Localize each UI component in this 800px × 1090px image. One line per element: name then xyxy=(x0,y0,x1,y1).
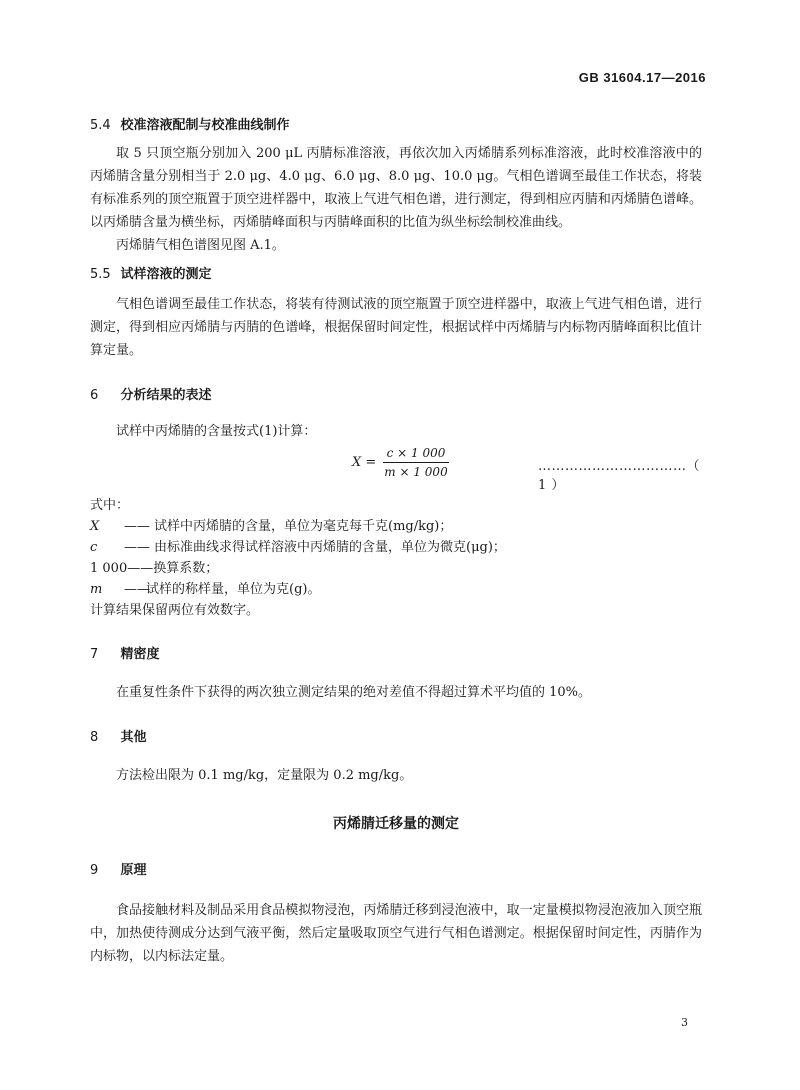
section-7-heading xyxy=(90,645,702,665)
definition-symbol: X xyxy=(90,519,100,534)
section-5-5-heading xyxy=(90,265,702,285)
section-5-4-heading xyxy=(90,116,702,136)
note-text: 计算结果保留两位有效数字。 xyxy=(90,603,260,618)
part-title: 丙烯腈迁移量的测定 xyxy=(333,816,459,832)
definition-symbol: c xyxy=(90,540,98,555)
section-8-heading xyxy=(90,728,702,748)
section-number: 6 xyxy=(90,388,99,403)
section-9-heading xyxy=(90,861,702,881)
section-number: 5.4 xyxy=(90,118,111,133)
paragraph: 方法检出限为 0.1 mg/kg，定量限为 0.2 mg/kg。 xyxy=(116,768,413,783)
formula-denominator: m × 1 000 xyxy=(384,465,448,479)
document-body xyxy=(90,110,702,968)
formula-intro: 试样中丙烯腈的含量按式(1)计算： xyxy=(116,424,317,439)
section-title: 精密度 xyxy=(120,647,160,662)
paragraph: 在重复性条件下获得的两次独立测定结果的绝对差值不得超过算术平均值的 10%。 xyxy=(116,685,592,700)
formula xyxy=(352,445,452,480)
section-number: 7 xyxy=(90,647,99,662)
where-label xyxy=(90,495,702,516)
section-6-heading xyxy=(90,386,702,406)
definition-symbol: m xyxy=(90,582,103,597)
section-number: 8 xyxy=(90,730,99,745)
page-number: 3 xyxy=(681,1016,688,1029)
equation-number: ……………………………（ 1 ） xyxy=(538,459,701,493)
section-number: 5.5 xyxy=(90,267,111,282)
section-title: 试样溶液的测定 xyxy=(120,267,212,282)
definition-symbol: 1 000 xyxy=(90,561,128,576)
standard-code: GB 31604.17—2016 xyxy=(578,70,706,85)
definition-dash: —— xyxy=(124,582,150,597)
definition-dash: —— xyxy=(127,561,154,576)
formula-block xyxy=(90,445,702,493)
definition-text: 由标准曲线求得试样溶液中丙烯腈的含量，单位为微克(μg)； xyxy=(154,540,506,555)
section-title: 其他 xyxy=(120,730,147,745)
section-number: 9 xyxy=(90,863,99,878)
definition-dash: —— xyxy=(124,540,150,555)
where-text: 式中： xyxy=(90,498,130,513)
definition-text: 换算系数； xyxy=(153,561,219,576)
definition-text: 试样的称样量，单位为克(g)。 xyxy=(146,582,321,597)
definition-row xyxy=(90,537,702,558)
section-title: 校准溶液配制与校准曲线制作 xyxy=(120,118,290,133)
paragraph: 气相色谱调至最佳工作状态，将装有待测试液的顶空瓶置于顶空进样器中，取液上气进气相色谱，进行测定，得到相应丙烯腈与丙腈的色谱峰，根据保留时间定性，根据试样中丙烯腈与内标物丙腈峰面积比值计算定量。 xyxy=(90,297,702,358)
definition-row xyxy=(90,516,702,537)
formula-numerator: c × 1 000 xyxy=(383,445,450,463)
paragraph: 食品接触材料及制品采用食品模拟物浸泡，丙烯腈迁移到浸泡液中，取一定量模拟物浸泡液加入顶空瓶中，加热使待测成分达到气液平衡，然后定量吸取顶空气进行气相色谱测定。根据保留时间定性，丙腈作为内标物，以内标法定量。 xyxy=(90,903,702,964)
section-title: 分析结果的表述 xyxy=(120,388,212,403)
calculation-note xyxy=(90,600,702,621)
definition-text: 试样中丙烯腈的含量，单位为毫克每千克(mg/kg)； xyxy=(154,519,453,534)
formula-fraction xyxy=(380,445,451,480)
paragraph: 取 5 只顶空瓶分别加入 200 μL 丙腈标准溶液，再依次加入丙烯腈系列标准溶液，此时校准溶液中的丙烯腈含量分别相当于 2.0 μg、4.0 μg、6.0 μg、8.0 μg、10.0 μg。气相色谱调至最佳工作状态，将装有标准系列的顶空瓶置于顶空进样器中，取液上气进气相色谱，进行测定，得到相应丙腈和丙烯腈色谱峰。以丙烯腈含量为横坐标，丙烯腈峰面积与丙腈峰面积的比值为纵坐标绘制校准曲线。 xyxy=(90,146,702,230)
definition-row xyxy=(90,558,702,579)
definition-dash: —— xyxy=(124,519,150,534)
section-title: 原理 xyxy=(120,863,147,878)
formula-lhs: X = xyxy=(352,455,377,470)
paragraph: 丙烯腈气相色谱图见图 A.1。 xyxy=(116,238,285,253)
definition-row xyxy=(90,579,702,600)
